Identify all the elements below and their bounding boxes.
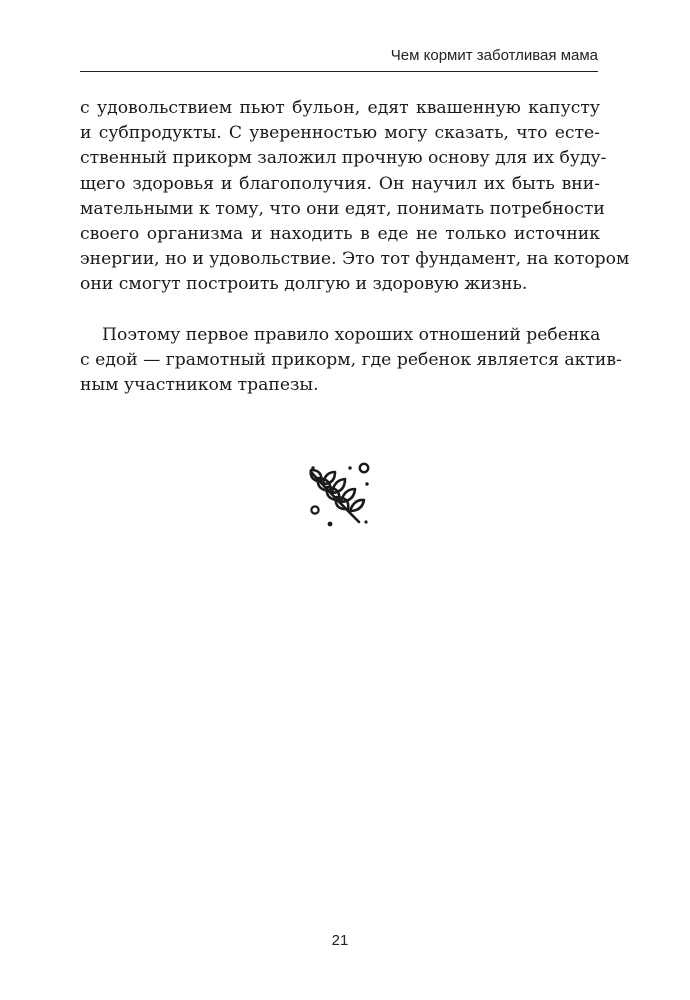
- text-line: Поэтому первое правило хороших отношений ребенка: [102, 324, 601, 345]
- text-line: они смогут построить долгую и здоровую жизнь.: [80, 274, 528, 295]
- paragraph-gap: [80, 298, 600, 323]
- text-line: мательными к тому, что они едят, понимать потребности: [80, 198, 605, 219]
- text-line: своего организма и находить в еде не только источник: [80, 224, 600, 245]
- body-text: [80, 96, 630, 398]
- text-line: щего здоровья и благополучия. Он научил их быть вни-: [80, 173, 600, 194]
- header-divider: [80, 71, 598, 72]
- text-line: с удовольствием пьют бульон, едят квашенную капусту: [80, 98, 600, 118]
- text-line: ственный прикорм заложил прочную основу для их буду-: [80, 148, 607, 169]
- wheat-sprig-icon: [303, 460, 375, 528]
- page-number: 21: [331, 932, 349, 949]
- text-line: ным участником трапезы.: [80, 375, 319, 396]
- text-line: и субпродукты. С уверенностью могу сказать, что есте-: [80, 123, 600, 144]
- text-line: с едой — грамотный прикорм, где ребенок является актив-: [80, 349, 622, 370]
- text-line: энергии, но и удовольствие. Это тот фундамент, на котором: [80, 249, 630, 270]
- running-header: Чем кормит заботливая мама: [390, 47, 598, 64]
